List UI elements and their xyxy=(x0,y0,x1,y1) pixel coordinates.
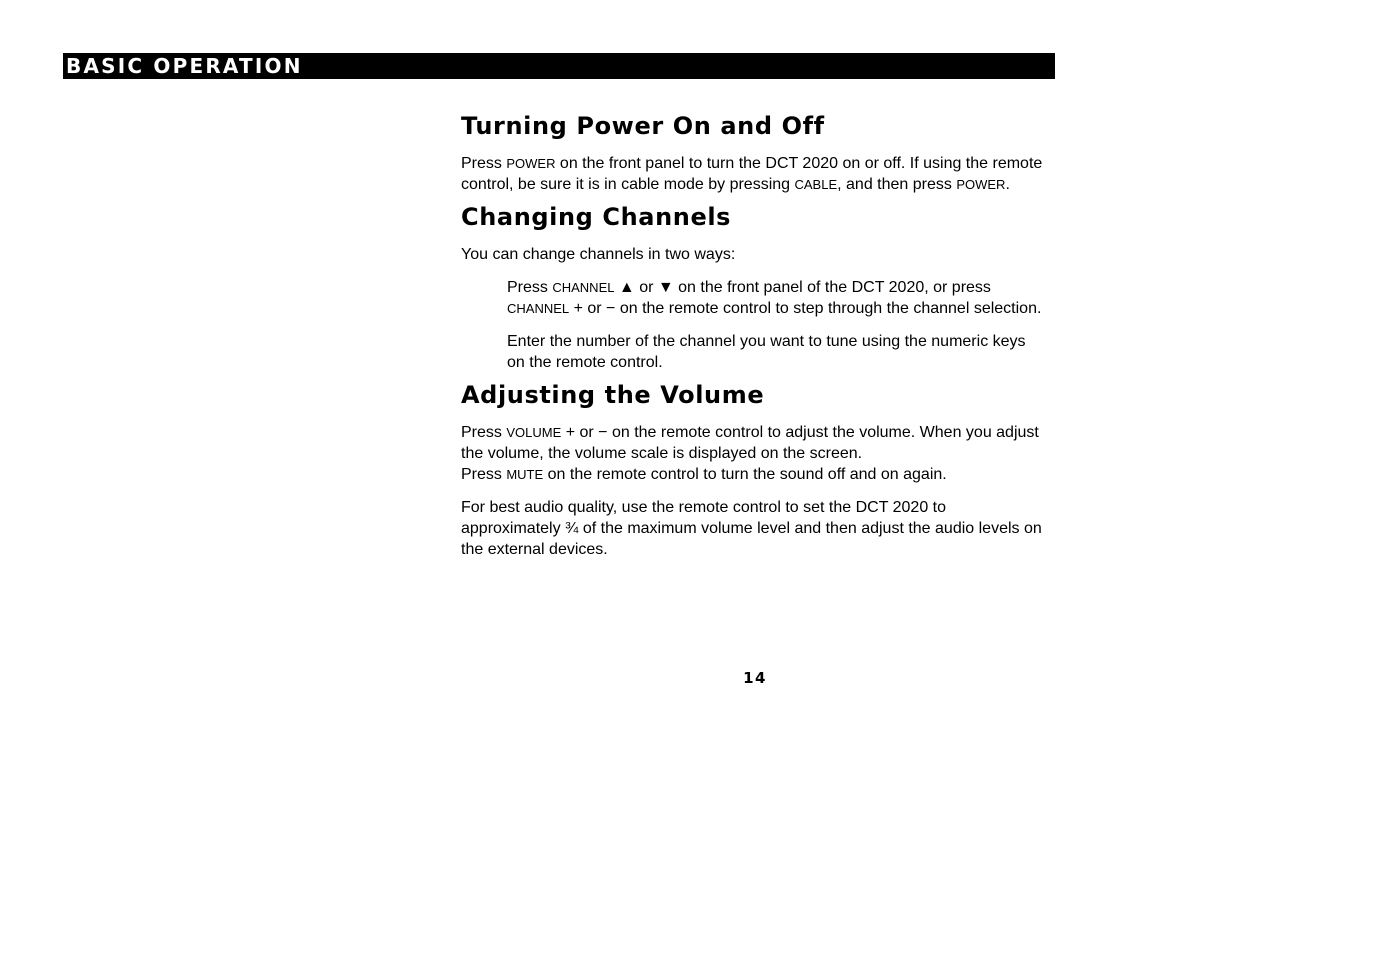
paragraph-channels-intro: You can change channels in two ways: xyxy=(461,246,736,263)
key-power: POWER xyxy=(956,177,1006,192)
key-mute: MUTE xyxy=(506,467,544,482)
paragraph-power: Press POWER on the front panel to turn the DCT 2020 on or off. If using the remote control, be sure it is in cable mode by pressing CABLE, and then press POWER. xyxy=(461,155,1043,193)
key-cable: CABLE xyxy=(794,177,838,192)
heading-power: Turning Power On and Off xyxy=(461,112,825,140)
paragraph-volume-audio-quality: For best audio quality, use the remote control to set the DCT 2020 to approximately ¾ of the maximum volume level and then adjust the audio levels on the external devices. xyxy=(461,499,1042,558)
main-content xyxy=(461,108,1046,560)
paragraph-channels-method-1: Press CHANNEL ▲ or ▼ on the front panel of the DCT 2020, or press CHANNEL + or − on the remote control to step through the channel selection. xyxy=(507,279,1042,317)
heading-volume: Adjusting the Volume xyxy=(461,381,765,409)
section-header-title: BASIC OPERATION xyxy=(66,54,303,78)
paragraph-volume: Press VOLUME + or − on the remote control to adjust the volume. When you adjust the volume, the volume scale is displayed on the screen. Press MUTE on the remote control to turn the sound off and on again. xyxy=(461,424,1039,483)
key-channel: CHANNEL xyxy=(507,301,570,316)
key-volume: VOLUME xyxy=(506,425,562,440)
key-channel: CHANNEL xyxy=(552,280,615,295)
key-power: POWER xyxy=(506,156,556,171)
heading-channels: Changing Channels xyxy=(461,203,732,231)
page-number: 14 xyxy=(743,669,767,687)
paragraph-channels-method-2: Enter the number of the channel you want to tune using the numeric keys on the remote control. xyxy=(507,333,1026,371)
section-header-bar xyxy=(63,53,1055,79)
